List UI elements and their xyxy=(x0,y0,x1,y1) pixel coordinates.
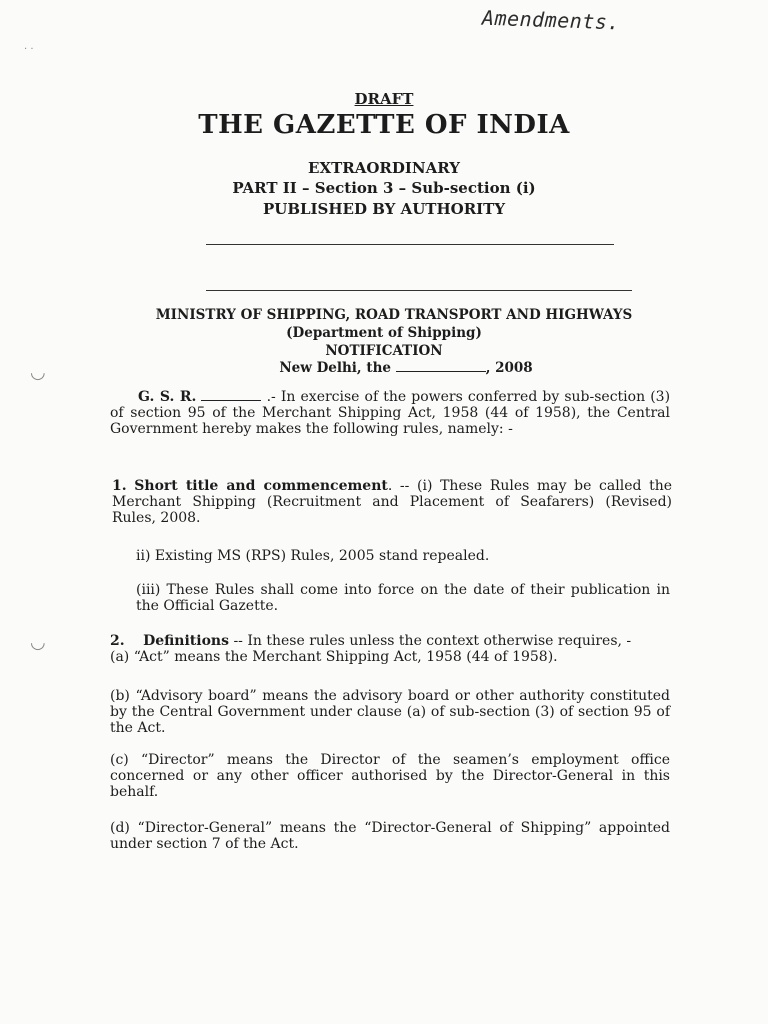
divider-line xyxy=(206,244,614,245)
handwritten-note: Amendments. xyxy=(481,5,621,35)
definition-d: (d) “Director-General” means the “Director-General of Shipping” appointed under section 7 of the Act. xyxy=(110,820,670,852)
section-1-number: 1. xyxy=(112,478,127,494)
section-1-ii: ii) Existing MS (RPS) Rules, 2005 stand repealed. xyxy=(136,548,490,564)
part-label: PART II – Section 3 – Sub-section (i) xyxy=(232,179,536,197)
definition-c: (c) “Director” means the Director of the seamen’s employment office concerned or any other officer authorised by the Director-General in this behalf. xyxy=(110,752,670,800)
section-1-text: . -- (i) These Rules may be called the Merchant Shipping (Recruitment and Placement of Seafarers) (Revised) Rules, 2008. xyxy=(112,478,673,526)
gsr-paragraph xyxy=(110,388,670,437)
department-name: (Department of Shipping) xyxy=(286,325,482,341)
scan-mark: ◡ xyxy=(30,632,46,653)
date-prefix: New Delhi, the xyxy=(279,360,391,376)
scan-speck: · · xyxy=(24,44,34,55)
dateline xyxy=(22,359,768,376)
date-blank xyxy=(396,359,486,372)
section-1 xyxy=(112,478,672,526)
extraordinary-label: EXTRAORDINARY xyxy=(308,159,460,177)
gazette-title: THE GAZETTE OF INDIA xyxy=(198,110,570,140)
gsr-text: .- In exercise of the powers conferred by sub-section (3) of section 95 of the Merchant Shipping Act, 1958 (44 of 1958), the Central Government hereby makes the following rules, namely: - xyxy=(110,389,671,437)
date-suffix: , 2008 xyxy=(485,360,533,376)
divider-line xyxy=(206,290,632,291)
section-1-iii: (iii) These Rules shall come into force on the date of their publication in the Official Gazette. xyxy=(136,582,670,614)
definition-b: (b) “Advisory board” means the advisory board or other authority constituted by the Central Government under clause (a) of sub-section (3) of section 95 of the Act. xyxy=(110,688,670,736)
gsr-label: G. S. R. xyxy=(138,389,197,405)
section-2-title: Definitions xyxy=(143,633,229,649)
draft-label: DRAFT xyxy=(354,90,414,108)
gsr-blank xyxy=(201,388,261,401)
notification-label: NOTIFICATION xyxy=(325,343,443,359)
section-2-text: -- In these rules unless the context otherwise requires, - xyxy=(229,633,632,649)
published-label: PUBLISHED BY AUTHORITY xyxy=(262,200,506,218)
scan-mark: ◡ xyxy=(30,362,46,383)
ministry-name: MINISTRY OF SHIPPING, ROAD TRANSPORT AND HIGHWAYS xyxy=(155,307,633,323)
definition-a: (a) “Act” means the Merchant Shipping Act, 1958 (44 of 1958). xyxy=(110,649,558,665)
section-1-title: Short title and commencement xyxy=(134,478,388,494)
section-2 xyxy=(110,633,670,665)
section-2-number: 2. xyxy=(110,633,125,649)
